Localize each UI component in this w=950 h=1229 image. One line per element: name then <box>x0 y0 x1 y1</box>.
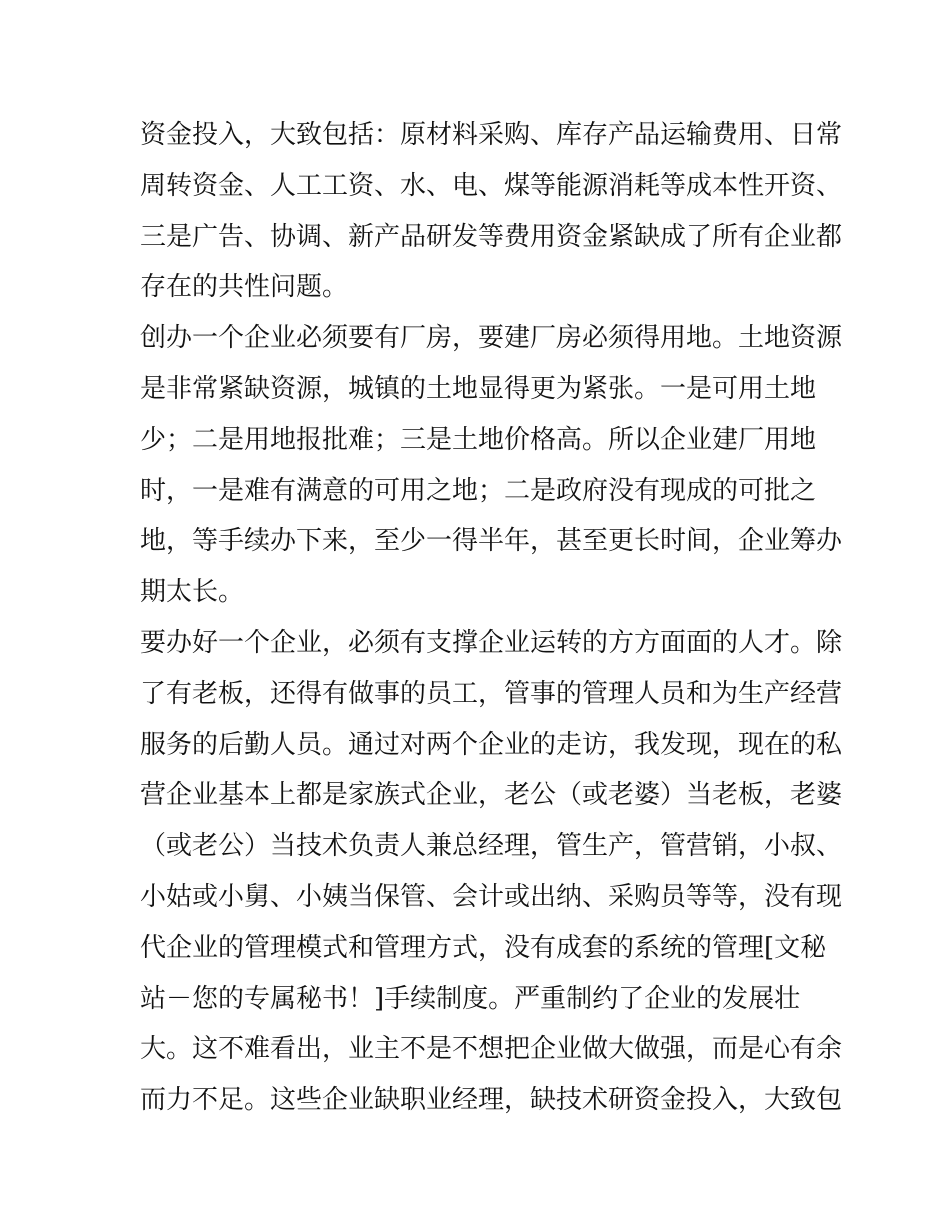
text-line: 了有老板，还得有做事的员工，管事的管理人员和为生产经营 <box>140 678 843 709</box>
text-line: 资金投入，大致包括：原材料采购、库存产品运输费用、日常 <box>140 120 843 150</box>
text-line: 站－您的专属秘书！]手续制度。严重制约了企业的发展壮 <box>140 983 801 1014</box>
text-line: 少；二是用地报批难；三是土地价格高。所以企业建厂用地 <box>140 424 817 455</box>
text-line: 三是广告、协调、新产品研发等费用资金紧缺成了所有企业都 <box>140 221 843 252</box>
body-text <box>140 110 843 1126</box>
text-line: 存在的共性问题。 <box>140 272 349 303</box>
text-line: 周转资金、人工工资、水、电、煤等能源消耗等成本性开资、 <box>140 170 843 201</box>
text-line: 时，一是难有满意的可用之地；二是政府没有现成的可批之 <box>140 475 817 506</box>
text-line: 大。这不难看出，业主不是不想把企业做大做强，而是心有余 <box>140 1034 843 1065</box>
text-line: 创办一个企业必须要有厂房，要建厂房必须得用地。土地资源 <box>140 323 843 354</box>
text-line: 小姑或小舅、小姨当保管、会计或出纳、采购员等等，没有现 <box>140 881 843 912</box>
text-line: （或老公）当技术负责人兼总经理，管生产，管营销，小叔、 <box>140 831 843 862</box>
text-line: 是非常紧缺资源，城镇的土地显得更为紧张。一是可用土地 <box>140 373 817 404</box>
text-line: 期太长。 <box>140 577 245 608</box>
text-line: 代企业的管理模式和管理方式，没有成套的系统的管理[文秘 <box>140 932 827 963</box>
text-line: 要办好一个企业，必须有支撑企业运转的方方面面的人才。除 <box>140 627 843 658</box>
text-line: 地，等手续办下来，至少一得半年，甚至更长时间，企业筹办 <box>140 526 843 557</box>
text-line: 而力不足。这些企业缺职业经理，缺技术研资金投入，大致包 <box>140 1085 843 1116</box>
text-line: 服务的后勤人员。通过对两个企业的走访，我发现，现在的私 <box>140 729 843 760</box>
text-line: 营企业基本上都是家族式企业，老公（或老婆）当老板，老婆 <box>140 780 843 811</box>
